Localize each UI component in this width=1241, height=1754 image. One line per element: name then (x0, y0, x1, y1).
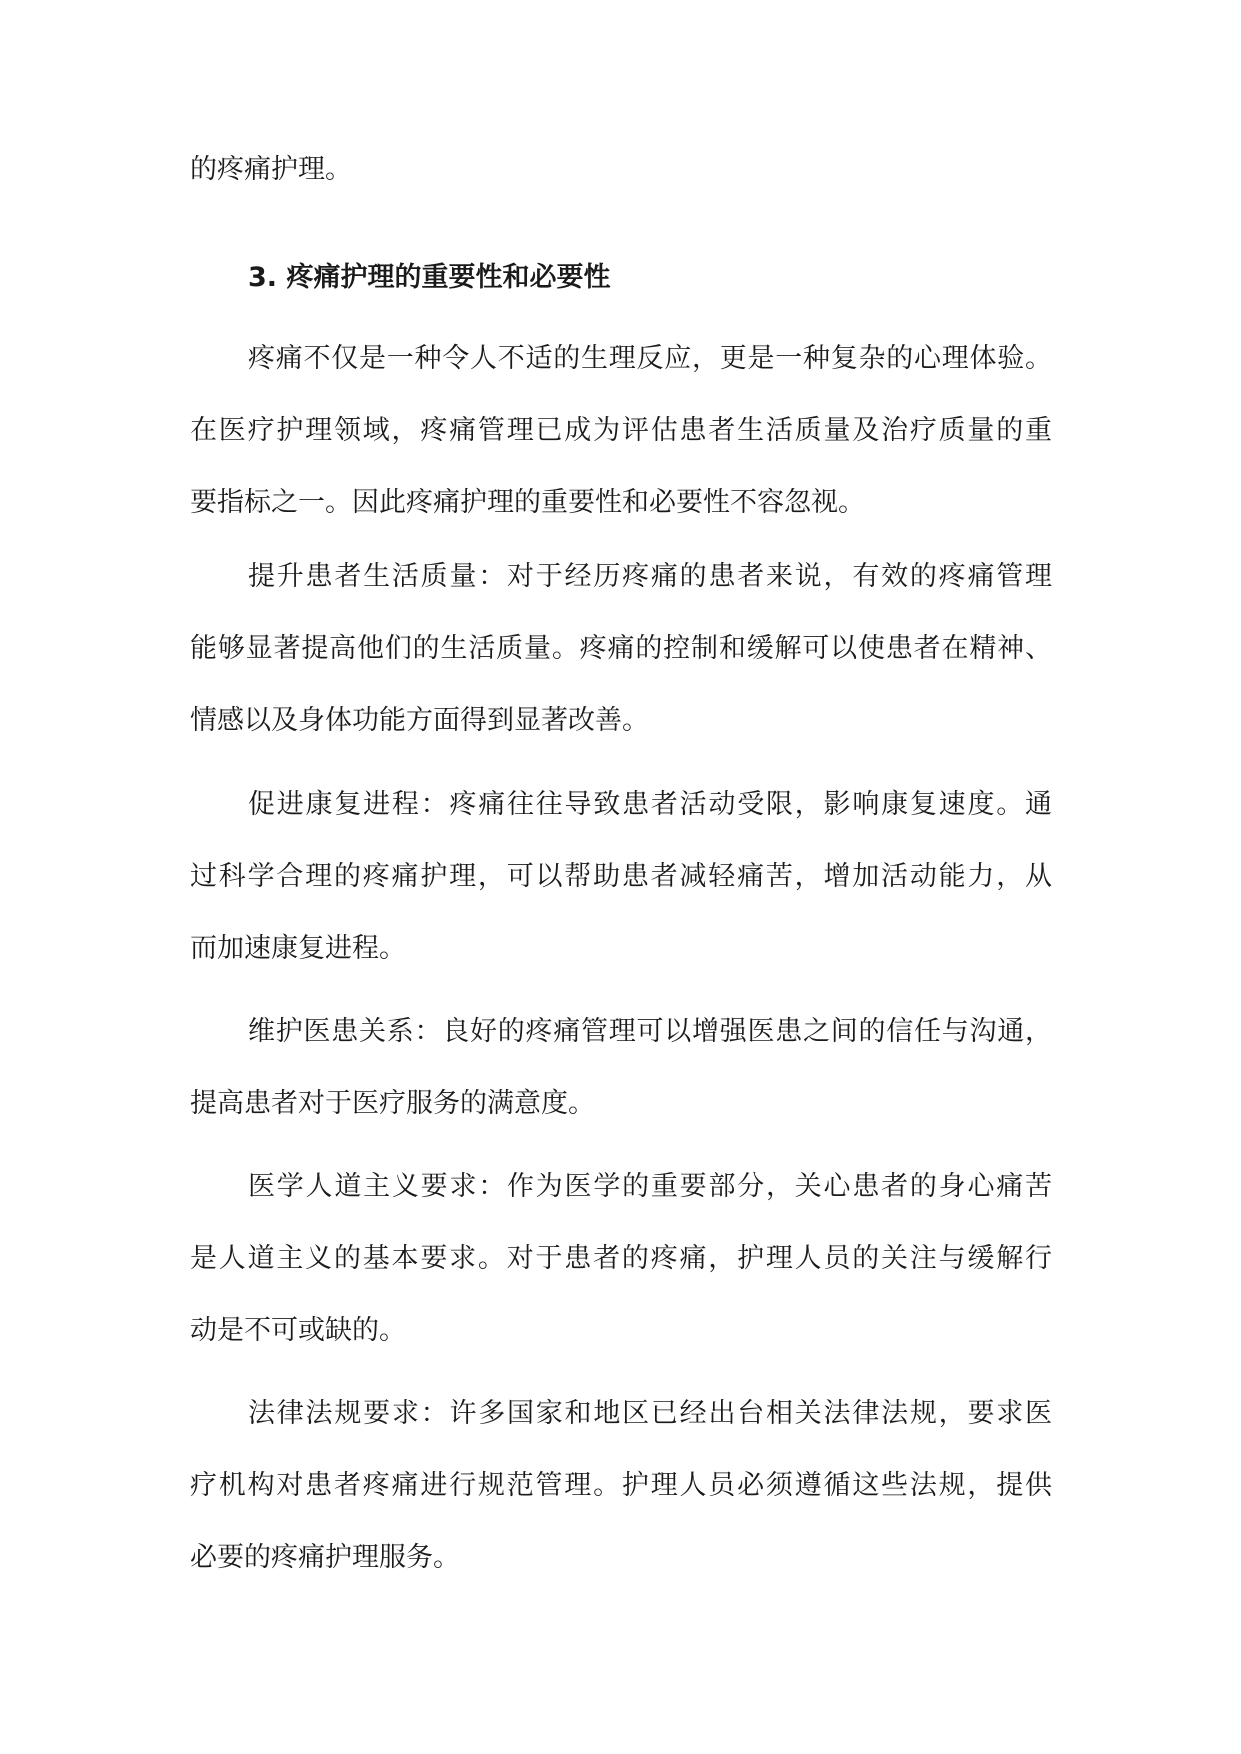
paragraph-line: 过科学合理的疼痛护理，可以帮助患者减轻痛苦，增加活动能力，从 (190, 861, 1052, 892)
paragraph-line: 疗机构对患者疼痛进行规范管理。护理人员必须遵循这些法规，提供 (190, 1470, 1052, 1501)
paragraph-line: 提高患者对于医疗服务的满意度。 (190, 1088, 595, 1119)
carryover-line: 的疼痛护理。 (190, 154, 352, 185)
paragraph-line: 情感以及身体功能方面得到显著改善。 (190, 705, 649, 736)
paragraph-line: 能够显著提高他们的生活质量。疼痛的控制和缓解可以使患者在精神、 (190, 633, 1052, 664)
paragraph-line: 要指标之一。因此疼痛护理的重要性和必要性不容忽视。 (190, 487, 865, 518)
section-heading: 3. 疼痛护理的重要性和必要性 (248, 262, 611, 293)
paragraph-line: 维护医患关系：良好的疼痛管理可以增强医患之间的信任与沟通， (248, 1016, 1052, 1047)
paragraph-line: 促进康复进程：疼痛往往导致患者活动受限，影响康复速度。通 (248, 789, 1052, 820)
paragraph-line: 在医疗护理领域，疼痛管理已成为评估患者生活质量及治疗质量的重 (190, 415, 1052, 446)
paragraph-line: 而加速康复进程。 (190, 933, 406, 964)
paragraph-line: 是人道主义的基本要求。对于患者的疼痛，护理人员的关注与缓解行 (190, 1243, 1052, 1274)
paragraph-line: 疼痛不仅是一种令人不适的生理反应，更是一种复杂的心理体验。 (248, 343, 1052, 374)
paragraph-line: 法律法规要求：许多国家和地区已经出台相关法律法规，要求医 (248, 1398, 1052, 1429)
paragraph-line: 动是不可或缺的。 (190, 1315, 406, 1346)
paragraph-line: 医学人道主义要求：作为医学的重要部分，关心患者的身心痛苦 (248, 1171, 1052, 1202)
paragraph-line: 提升患者生活质量：对于经历疼痛的患者来说，有效的疼痛管理 (248, 561, 1052, 592)
paragraph-line: 必要的疼痛护理服务。 (190, 1542, 460, 1573)
